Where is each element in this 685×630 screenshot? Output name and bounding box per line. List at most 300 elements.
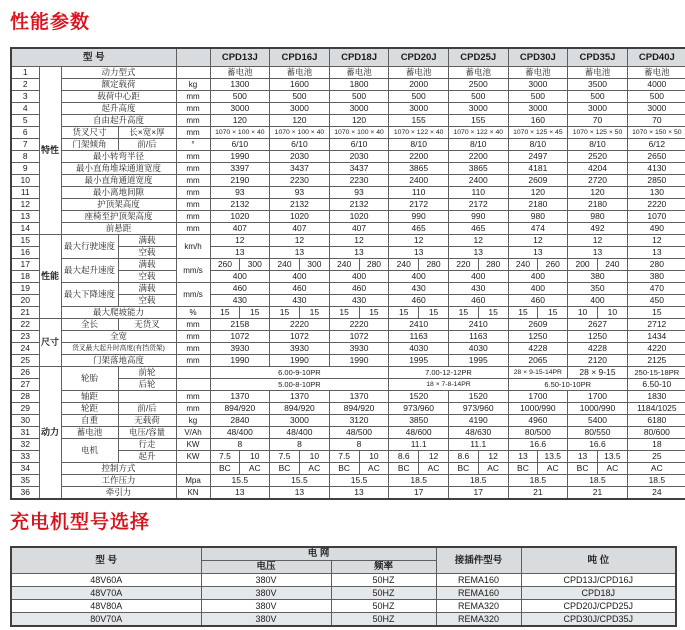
spec-value: 500 xyxy=(448,91,508,103)
row-number: 21 xyxy=(11,307,39,319)
charger-col-model: 型 号 xyxy=(11,547,201,574)
spec-value: 4030 xyxy=(448,343,508,355)
spec-row xyxy=(11,91,685,103)
spec-value: 8 xyxy=(270,439,330,451)
spec-label: 蓄电池 xyxy=(61,427,118,439)
spec-value: 48/500 xyxy=(329,427,389,439)
row-number: 24 xyxy=(11,343,39,355)
spec-value: 5.00-8-10PR xyxy=(210,379,389,391)
spec-value: 4228 xyxy=(568,343,628,355)
spec-value: 280 xyxy=(478,259,508,271)
spec-row xyxy=(11,463,685,475)
spec-value: 8/10 xyxy=(448,139,508,151)
spec-value: 1300 xyxy=(210,79,270,91)
spec-row xyxy=(11,175,685,187)
spec-label: 货叉尺寸 xyxy=(61,127,118,139)
tonnage: CPD30J/CPD35J xyxy=(521,613,676,627)
spec-value: 8 xyxy=(210,439,270,451)
spec-value: 3930 xyxy=(270,343,330,355)
spec-value: 15.5 xyxy=(329,475,389,487)
spec-value: 4228 xyxy=(508,343,568,355)
spec-value: 12 xyxy=(270,235,330,247)
spec-value: 12 xyxy=(210,235,270,247)
spec-row xyxy=(11,319,685,331)
spec-value: 3930 xyxy=(329,343,389,355)
spec-value: 12 xyxy=(568,235,628,247)
spec-value: 13 xyxy=(210,487,270,500)
spec-value: 500 xyxy=(329,91,389,103)
spec-value: 13 xyxy=(210,247,270,259)
spec-value: 240 xyxy=(389,259,419,271)
spec-value: 18.5 xyxy=(627,475,685,487)
spec-row xyxy=(11,343,685,355)
spec-value: AC xyxy=(538,463,568,475)
spec-value: 1434 xyxy=(627,331,685,343)
spec-value: 24 xyxy=(627,487,685,500)
spec-value: 15 xyxy=(270,307,300,319)
spec-value: 3000 xyxy=(329,103,389,115)
spec-value: 240 xyxy=(597,259,627,271)
spec-value: 1163 xyxy=(448,331,508,343)
spec-value: 1072 xyxy=(210,331,270,343)
spec-value: 430 xyxy=(329,295,389,307)
spec-value: 470 xyxy=(627,283,685,295)
spec-value: 1070 × 125 × 45 xyxy=(508,127,568,139)
spec-value: AC xyxy=(299,463,329,475)
unit-label: mm/s xyxy=(176,283,210,307)
spec-value: 380 xyxy=(568,271,628,283)
unit-label: km/h xyxy=(176,235,210,259)
spec-value: 155 xyxy=(448,115,508,127)
spec-label: 电压/容量 xyxy=(118,427,176,439)
spec-value: 1370 xyxy=(329,391,389,403)
spec-value: 280 xyxy=(359,259,389,271)
spec-row xyxy=(11,211,685,223)
spec-value: 93 xyxy=(329,187,389,199)
row-number: 13 xyxy=(11,211,39,223)
spec-value: 3397 xyxy=(210,163,270,175)
spec-row xyxy=(11,199,685,211)
spec-value: 1520 xyxy=(448,391,508,403)
spec-value: 1070 × 125 × 50 xyxy=(568,127,628,139)
charger-col-voltage: 电压 xyxy=(201,561,331,574)
spec-row xyxy=(11,307,685,319)
unit-label: mm xyxy=(176,355,210,367)
connector-model: REMA160 xyxy=(436,587,521,600)
spec-row xyxy=(11,331,685,343)
model-header: CPD20J xyxy=(389,48,449,67)
spec-value: AC xyxy=(240,463,270,475)
spec-value: 894/920 xyxy=(210,403,270,415)
group-label: 尺寸 xyxy=(39,319,61,367)
spec-value: 500 xyxy=(210,91,270,103)
spec-value: 474 xyxy=(508,223,568,235)
spec-value: 15 xyxy=(210,307,240,319)
spec-value: 7.5 xyxy=(270,451,300,463)
spec-row xyxy=(11,355,685,367)
spec-row xyxy=(11,259,685,271)
spec-value: 70 xyxy=(568,115,628,127)
row-number: 34 xyxy=(11,463,39,475)
row-number: 28 xyxy=(11,391,39,403)
row-number: 33 xyxy=(11,451,39,463)
spec-value: 155 xyxy=(389,115,449,127)
performance-title: 性能参数 xyxy=(10,12,91,33)
spec-value: BC xyxy=(270,463,300,475)
spec-value: 4181 xyxy=(508,163,568,175)
spec-value: 130 xyxy=(627,187,685,199)
spec-value: 70 xyxy=(627,115,685,127)
spec-label: 全宽 xyxy=(61,331,176,343)
spec-value: 6/10 xyxy=(329,139,389,151)
row-number: 5 xyxy=(11,115,39,127)
unit-label: mm xyxy=(176,403,210,415)
row-number: 20 xyxy=(11,295,39,307)
spec-value: 2220 xyxy=(329,319,389,331)
charger-model: 48V70A xyxy=(11,587,201,600)
spec-value: 16.6 xyxy=(568,439,628,451)
spec-label: 自由起升高度 xyxy=(61,115,176,127)
unit-label: KW xyxy=(176,439,210,451)
charger-table xyxy=(10,546,677,627)
row-number: 14 xyxy=(11,223,39,235)
unit-label: Mpa xyxy=(176,475,210,487)
spec-value: 93 xyxy=(270,187,330,199)
spec-value: 蓄电池 xyxy=(448,67,508,79)
spec-value: 2180 xyxy=(508,199,568,211)
spec-value: BC xyxy=(568,463,598,475)
spec-label: 空载 xyxy=(118,247,176,259)
model-header: CPD13J xyxy=(210,48,270,67)
unit-label: KN xyxy=(176,487,210,500)
spec-value: 300 xyxy=(240,259,270,271)
spec-value: 7.5 xyxy=(210,451,240,463)
row-number: 29 xyxy=(11,403,39,415)
spec-value: 15 xyxy=(240,307,270,319)
spec-label: 空载 xyxy=(118,271,176,283)
spec-value: 894/920 xyxy=(329,403,389,415)
spec-value: 18 xyxy=(627,439,685,451)
spec-row xyxy=(11,283,685,295)
row-number: 15 xyxy=(11,235,39,247)
spec-value: 3000 xyxy=(270,103,330,115)
spec-value: 500 xyxy=(508,91,568,103)
spec-label: 护顶架高度 xyxy=(61,199,176,211)
spec-label: 牵引力 xyxy=(61,487,176,500)
grid-frequency: 50HZ xyxy=(331,600,436,613)
grid-frequency: 50HZ xyxy=(331,587,436,600)
spec-value: 2410 xyxy=(389,319,449,331)
group-label: 动力 xyxy=(39,367,61,500)
spec-row xyxy=(11,367,685,379)
spec-value: 980 xyxy=(508,211,568,223)
spec-value: 6/10 xyxy=(210,139,270,151)
spec-value: 1020 xyxy=(210,211,270,223)
spec-value: 4030 xyxy=(389,343,449,355)
spec-value: 6/10 xyxy=(270,139,330,151)
row-number: 17 xyxy=(11,259,39,271)
spec-label: 无载荷 xyxy=(118,415,176,427)
spec-value: 2712 xyxy=(627,319,685,331)
spec-value: 10 xyxy=(597,307,627,319)
spec-value: 280 xyxy=(627,259,685,271)
spec-value: 13 xyxy=(448,247,508,259)
spec-value: 13 xyxy=(329,247,389,259)
spec-label: 最小直角堆垛通道宽度 xyxy=(61,163,176,175)
spec-value: 10 xyxy=(568,307,598,319)
spec-value: 3437 xyxy=(270,163,330,175)
spec-value: 492 xyxy=(568,223,628,235)
spec-value: 3000 xyxy=(210,103,270,115)
grid-voltage: 380V xyxy=(201,574,331,587)
spec-value: 1700 xyxy=(568,391,628,403)
spec-value: 蓄电池 xyxy=(210,67,270,79)
spec-label: 起升高度 xyxy=(61,103,176,115)
row-number: 8 xyxy=(11,151,39,163)
spec-value: 8.6 xyxy=(389,451,419,463)
spec-value: 400 xyxy=(508,271,568,283)
charger-row xyxy=(11,613,676,627)
unit-label xyxy=(176,367,210,379)
row-number: 32 xyxy=(11,439,39,451)
models-header-label: 型 号 xyxy=(11,48,176,67)
spec-value: 15 xyxy=(448,307,478,319)
spec-label: 满载 xyxy=(118,283,176,295)
spec-label: 前悬距 xyxy=(61,223,176,235)
tonnage: CPD13J/CPD16J xyxy=(521,574,676,587)
spec-value: 465 xyxy=(389,223,449,235)
spec-value: 2840 xyxy=(210,415,270,427)
spec-value: 380 xyxy=(627,271,685,283)
spec-value: 17 xyxy=(389,487,449,500)
spec-label: 载荷中心距 xyxy=(61,91,176,103)
unit-label: mm xyxy=(176,175,210,187)
spec-value: 407 xyxy=(270,223,330,235)
spec-value: 13 xyxy=(568,451,598,463)
spec-value: 2720 xyxy=(568,175,628,187)
spec-value: 1990 xyxy=(210,151,270,163)
row-number: 23 xyxy=(11,331,39,343)
spec-value: AC xyxy=(627,463,685,475)
spec-value: 3930 xyxy=(210,343,270,355)
spec-label: 轮距 xyxy=(61,403,118,415)
spec-value: 13 xyxy=(627,247,685,259)
unit-label: mm/s xyxy=(176,259,210,283)
spec-value: 蓄电池 xyxy=(508,67,568,79)
row-number: 4 xyxy=(11,103,39,115)
spec-value: 21 xyxy=(508,487,568,500)
unit-label: mm xyxy=(176,331,210,343)
spec-value: 6.50-10 xyxy=(627,379,685,391)
spec-value: 1800 xyxy=(329,79,389,91)
spec-label: 长×宽×厚 xyxy=(118,127,176,139)
spec-label: 行走 xyxy=(118,439,176,451)
spec-value: 460 xyxy=(508,295,568,307)
spec-value: 15 xyxy=(329,307,359,319)
spec-label: 空载 xyxy=(118,295,176,307)
spec-value: 8 xyxy=(329,439,389,451)
spec-value: 2520 xyxy=(568,151,628,163)
spec-value: 7.00-12-12PR xyxy=(389,367,508,379)
spec-value: 12 xyxy=(329,235,389,247)
spec-value: 1520 xyxy=(389,391,449,403)
model-header: CPD40J xyxy=(627,48,685,67)
charger-col-connector: 接插件型号 xyxy=(436,547,521,574)
spec-value: 2132 xyxy=(329,199,389,211)
spec-value: 1070 × 100 × 40 xyxy=(329,127,389,139)
spec-value: 2609 xyxy=(508,175,568,187)
spec-value: 3000 xyxy=(448,103,508,115)
spec-value: 15 xyxy=(389,307,419,319)
row-number: 9 xyxy=(11,163,39,175)
spec-value: 3000 xyxy=(389,103,449,115)
spec-value: 6180 xyxy=(627,415,685,427)
spec-value: 12 xyxy=(627,235,685,247)
spec-label: 额定载荷 xyxy=(61,79,176,91)
spec-value: 6.00-9-10PR xyxy=(210,367,389,379)
unit-label: mm xyxy=(176,127,210,139)
spec-value: 1600 xyxy=(270,79,330,91)
spec-value: 500 xyxy=(270,91,330,103)
spec-value: 16.6 xyxy=(508,439,568,451)
spec-value: 12 xyxy=(508,235,568,247)
spec-value: 12 xyxy=(478,451,508,463)
spec-value: 500 xyxy=(627,91,685,103)
spec-value: 28 × 9-15-14PR xyxy=(508,367,568,379)
spec-value: 15 xyxy=(299,307,329,319)
group-label: 性能 xyxy=(39,235,61,319)
spec-value: 11.1 xyxy=(389,439,449,451)
spec-value: 400 xyxy=(270,271,330,283)
spec-row xyxy=(11,223,685,235)
spec-value: 4190 xyxy=(448,415,508,427)
spec-value: 2627 xyxy=(568,319,628,331)
unit-label: mm xyxy=(176,199,210,211)
spec-value: 990 xyxy=(389,211,449,223)
spec-value: 8.6 xyxy=(448,451,478,463)
spec-value: 1990 xyxy=(270,355,330,367)
spec-value: 18.5 xyxy=(508,475,568,487)
spec-row xyxy=(11,427,685,439)
spec-value: 13 xyxy=(270,487,330,500)
spec-value: 430 xyxy=(210,295,270,307)
spec-value: 15.5 xyxy=(270,475,330,487)
spec-label: 座椅至护顶架高度 xyxy=(61,211,176,223)
unit-label: KW xyxy=(176,451,210,463)
spec-value: BC xyxy=(508,463,538,475)
grid-frequency: 50HZ xyxy=(331,574,436,587)
spec-value: 300 xyxy=(299,259,329,271)
spec-value: 160 xyxy=(508,115,568,127)
row-number: 36 xyxy=(11,487,39,500)
row-number: 27 xyxy=(11,379,39,391)
spec-value: 110 xyxy=(448,187,508,199)
spec-value: 2030 xyxy=(329,151,389,163)
spec-value: 430 xyxy=(270,295,330,307)
spec-value: 21 xyxy=(568,487,628,500)
spec-value: 13 xyxy=(508,451,538,463)
spec-value: 15 xyxy=(627,307,685,319)
spec-value: 5400 xyxy=(568,415,628,427)
spec-value: 240 xyxy=(329,259,359,271)
spec-value: 450 xyxy=(627,295,685,307)
spec-value: 4220 xyxy=(627,343,685,355)
spec-value: 3000 xyxy=(627,103,685,115)
spec-value: 1370 xyxy=(270,391,330,403)
spec-label: 前/后 xyxy=(118,403,176,415)
spec-value: 93 xyxy=(210,187,270,199)
row-number: 19 xyxy=(11,283,39,295)
spec-value: 2030 xyxy=(270,151,330,163)
spec-label: 工作压力 xyxy=(61,475,176,487)
spec-label: 电机 xyxy=(61,439,118,463)
unit-label: mm xyxy=(176,163,210,175)
spec-value: 407 xyxy=(329,223,389,235)
spec-value: 蓄电池 xyxy=(627,67,685,79)
unit-label: V/Ah xyxy=(176,427,210,439)
spec-value: 48/600 xyxy=(389,427,449,439)
spec-value: 2120 xyxy=(568,355,628,367)
spec-value: 48/400 xyxy=(210,427,270,439)
unit-label: mm xyxy=(176,115,210,127)
spec-row xyxy=(11,103,685,115)
spec-value: 980 xyxy=(568,211,628,223)
spec-value: 2132 xyxy=(210,199,270,211)
spec-value: 1250 xyxy=(508,331,568,343)
grid-voltage: 380V xyxy=(201,587,331,600)
spec-value: 3120 xyxy=(329,415,389,427)
spec-value: 3437 xyxy=(329,163,389,175)
spec-value: 2000 xyxy=(389,79,449,91)
spec-value: 2850 xyxy=(627,175,685,187)
spec-value: 2650 xyxy=(627,151,685,163)
spec-value: 2230 xyxy=(270,175,330,187)
spec-value: AC xyxy=(478,463,508,475)
unit-label: mm xyxy=(176,91,210,103)
row-number: 11 xyxy=(11,187,39,199)
row-number: 12 xyxy=(11,199,39,211)
model-header: CPD18J xyxy=(329,48,389,67)
spec-value: 120 xyxy=(210,115,270,127)
spec-row xyxy=(11,439,685,451)
spec-value: 1072 xyxy=(329,331,389,343)
spec-value: 460 xyxy=(329,283,389,295)
spec-value: 12 xyxy=(419,451,449,463)
spec-value: 500 xyxy=(568,91,628,103)
spec-value: 3000 xyxy=(508,79,568,91)
grid-voltage: 380V xyxy=(201,600,331,613)
unit-label: ° xyxy=(176,139,210,151)
row-number: 31 xyxy=(11,427,39,439)
spec-value: 280 xyxy=(419,259,449,271)
spec-label: 最大行驶速度 xyxy=(61,235,118,259)
spec-value: 2172 xyxy=(448,199,508,211)
spec-value: 2500 xyxy=(448,79,508,91)
spec-value: AC xyxy=(359,463,389,475)
row-number: 30 xyxy=(11,415,39,427)
spec-value: 15 xyxy=(478,307,508,319)
group-label: 特性 xyxy=(39,67,61,235)
spec-value: 1184/1025 xyxy=(627,403,685,415)
spec-value: 80/550 xyxy=(568,427,628,439)
spec-row xyxy=(11,163,685,175)
spec-value: 13 xyxy=(270,247,330,259)
spec-value: 15 xyxy=(508,307,538,319)
spec-value: 1990 xyxy=(210,355,270,367)
spec-row xyxy=(11,115,685,127)
charger-row xyxy=(11,600,676,613)
spec-value: 400 xyxy=(568,295,628,307)
